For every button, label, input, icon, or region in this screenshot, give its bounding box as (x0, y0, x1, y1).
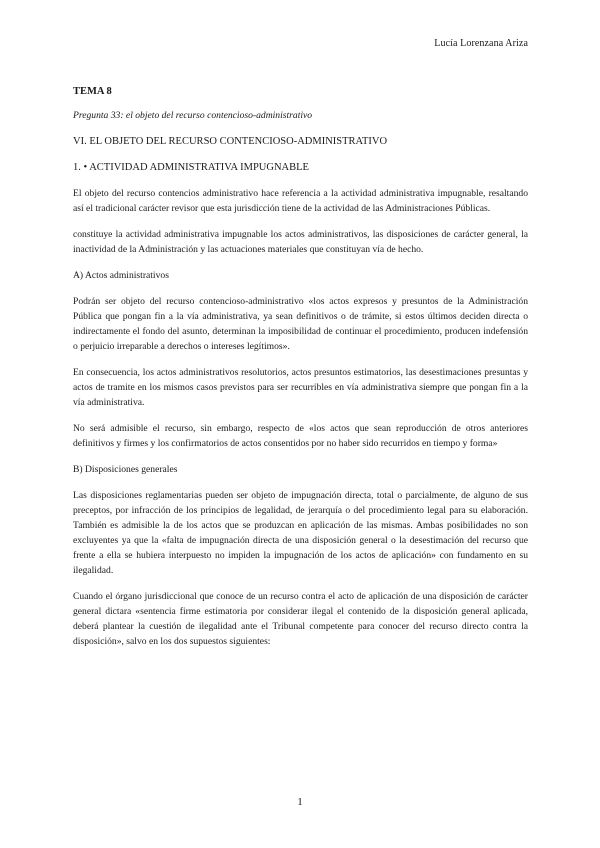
paragraph-disposiciones: Las disposiciones reglamentarias pueden ser objeto de impugnación directa, total o parcialmente, de alguno de sus preceptos, por infracción de los principios de legalidad, de jerarquía o del procedimiento legal para su elaboración. También es admisible la de los actos que se produzcan en aplicación de las mismas. Ambas posibilidades no son excluyentes ya que la «falta de impugnación directa de una disposición general o la desestimación del recurso que frente a ella se hubiera interpuesto no impiden la impugnación de los actos de aplicación» con fundamento en su ilegalidad. (73, 490, 528, 576)
author-name: Lucía Lorenzana Ariza (434, 38, 528, 49)
paragraph-consecuencia: En consecuencia, los actos administrativos resolutorios, actos presuntos estimatorios, las desestimaciones presuntas y actos de tramite en los mismos casos previstos para ser recurribles en vía administrativa siempre que pongan fin a la vía administrativa. (73, 367, 528, 408)
paragraph-actividad: constituye la actividad administrativa impugnable los actos administrativos, las disposiciones de carácter general, la inactividad de la Administración y las actuaciones materiales que constituyan vía de hecho. (73, 229, 528, 255)
section-title: VI. EL OBJETO DEL RECURSO CONTENCIOSO-ADMINISTRATIVO (73, 136, 388, 147)
paragraph-organo: Cuando el órgano jurisdiccional que conoce de un recurso contra el acto de aplicación de una disposición de carácter general dictara «sentencia firme estimatoria por considerar ilegal el contenido de la disposición general aplicada, deberá plantear la cuestión de ilegalidad ante el Tribunal competente para conocer del recurso directo contra la disposición», salvo en los dos supuestos siguientes: (73, 591, 528, 647)
page-number: 1 (297, 796, 303, 808)
pregunta-subtitle: Pregunta 33: el objeto del recurso contencioso-administrativo (73, 110, 313, 121)
paragraph-objeto: El objeto del recurso contencios administrativo hace referencia a la actividad administrativa impugnable, resaltando así el tradicional carácter revisor que esta jurisdicción tiene de la actividad de las Administraciones Públicas. (73, 188, 528, 214)
document-body (73, 84, 528, 660)
paragraph-no-admisible: No será admisible el recurso, sin embargo, respecto de «los actos que sean reproducción de otros anteriores definitivos y firmes y los confirmatorios de actos consentidos por no haber sido recurridos en tiempo y forma» (73, 423, 528, 449)
paragraph-actos-expresos: Podrán ser objeto del recurso contencioso-administrativo «los actos expresos y presuntos de la Administración Pública que pongan fin a la vía administrativa, ya sean definitivos o de trámite, si estos últimos deciden directa o indirectamente el fondo del asunto, determinan la imposibilidad de continuar el procedimiento, producen indefensión o perjuicio irreparable a derechos o intereses legítimos». (73, 296, 528, 352)
heading-actos-administrativos: A) Actos administrativos (73, 270, 169, 281)
tema-title: TEMA 8 (73, 86, 112, 97)
subsection-title: 1. • ACTIVIDAD ADMINISTRATIVA IMPUGNABLE (73, 162, 309, 173)
heading-disposiciones-generales: B) Disposiciones generales (73, 464, 178, 475)
